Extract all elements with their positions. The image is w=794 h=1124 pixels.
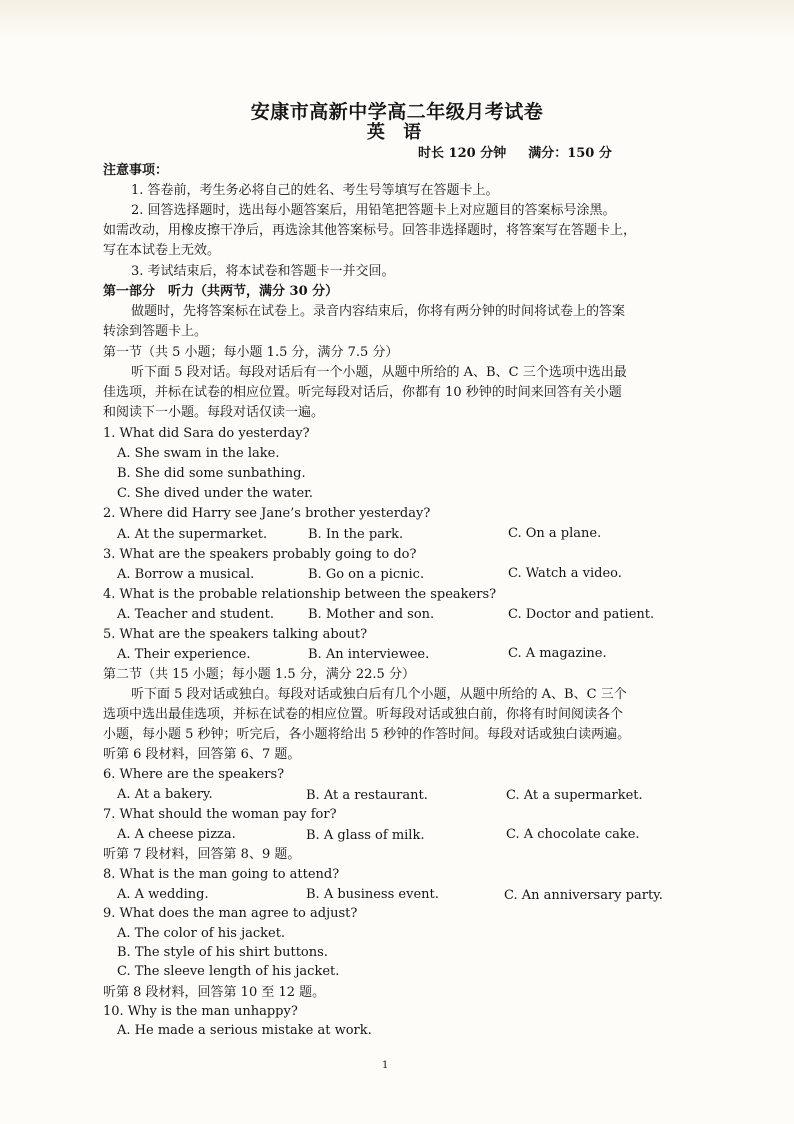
- question-9-stem: 9. What does the man agree to adjust?: [103, 906, 358, 921]
- section2-intro-line-1: 听下面 5 段对话或独白。每段对话或独白后有几个小题，从题中所给的 A、B、C 三个: [131, 687, 627, 702]
- question-1-option-c: C. She dived under the water.: [117, 486, 314, 501]
- question-9-option-c: C. The sleeve length of his jacket.: [117, 964, 340, 979]
- notice-item-2-line-1: 2. 回答选择题时，选出每小题答案后，用铅笔把答题卡上对应题目的答案标号涂黑。: [131, 203, 616, 218]
- notice-item-2-line-2: 如需改动，用橡皮擦干净后，再选涂其他答案标号。回答非选择题时，将答案写在答题卡上，: [103, 223, 637, 238]
- question-4-option-a: A. Teacher and student.: [117, 607, 275, 622]
- question-7-option-c: C. A chocolate cake.: [506, 827, 640, 842]
- question-6-stem: 6. Where are the speakers?: [103, 767, 285, 782]
- exam-duration: 时长 120 分钟: [418, 146, 507, 161]
- question-3-option-c: C. Watch a video.: [508, 566, 622, 581]
- question-4-option-c: C. Doctor and patient.: [508, 607, 655, 622]
- question-7-option-a: A. A cheese pizza.: [117, 827, 236, 842]
- exam-title: 安康市高新中学高二年级月考试卷: [250, 101, 544, 123]
- section2-intro-line-2: 选项中选出最佳选项，并标在试卷的相应位置。听每段对话或独白前，你将有时间阅读各个: [103, 707, 624, 722]
- material-7-instruction: 听第 7 段材料，回答第 8、9 题。: [103, 847, 301, 862]
- question-7-stem: 7. What should the woman pay for?: [103, 807, 337, 822]
- question-7-option-b: B. A glass of milk.: [306, 828, 425, 843]
- exam-meta: [418, 142, 612, 161]
- question-2-option-c: C. On a plane.: [508, 526, 602, 541]
- section1-intro-line-2: 佳选项，并标在试卷的相应位置。听完每段对话后，你都有 10 秒钟的时间来回答有关小题: [103, 385, 622, 400]
- question-4-option-b: B. Mother and son.: [308, 607, 435, 622]
- page-number: 1: [382, 1060, 389, 1071]
- question-2-option-a: A. At the supermarket.: [117, 527, 268, 542]
- question-8-option-c: C. An anniversary party.: [504, 888, 663, 903]
- question-9-option-a: A. The color of his jacket.: [117, 926, 286, 941]
- question-5-stem: 5. What are the speakers talking about?: [103, 627, 368, 642]
- question-10-option-a: A. He made a serious mistake at work.: [117, 1023, 372, 1038]
- question-9-option-b: B. The style of his shirt buttons.: [117, 945, 328, 960]
- question-3-stem: 3. What are the speakers probably going to do?: [103, 547, 417, 562]
- question-6-option-b: B. At a restaurant.: [306, 788, 428, 803]
- question-3-option-b: B. Go on a picnic.: [308, 567, 425, 582]
- notice-item-3: 3. 考试结束后，将本试卷和答题卡一并交回。: [131, 264, 395, 279]
- question-5-option-a: A. Their experience.: [117, 647, 251, 662]
- question-2-stem: 2. Where did Harry see Jane’s brother yesterday?: [103, 506, 431, 521]
- question-8-option-a: A. A wedding.: [117, 887, 209, 902]
- exam-total-score: 满分：150 分: [528, 146, 612, 161]
- question-1-option-a: A. She swam in the lake.: [117, 446, 280, 461]
- section1-intro-line-1: 听下面 5 段对话。每段对话后有一个小题，从题中所给的 A、B、C 三个选项中选出最: [131, 365, 627, 380]
- question-8-option-b: B. A business event.: [306, 887, 439, 902]
- material-6-instruction: 听第 6 段材料，回答第 6、7 题。: [103, 747, 301, 762]
- part1-heading: 第一部分 听力（共两节，满分 30 分）: [103, 284, 339, 299]
- section2-heading: 第二节（共 15 小题；每小题 1.5 分，满分 22.5 分）: [103, 667, 415, 682]
- section2-intro-line-3: 小题，每小题 5 秒钟；听完后，各小题将给出 5 秒钟的作答时间。每段对话或独白读两遍。: [103, 727, 631, 742]
- question-6-option-a: A. At a bakery.: [117, 787, 213, 802]
- question-2-option-b: B. In the park.: [308, 527, 404, 542]
- question-1-stem: 1. What did Sara do yesterday?: [103, 426, 310, 441]
- question-5-option-b: B. An interviewee.: [308, 647, 430, 662]
- section1-intro-line-3: 和阅读下一小题。每段对话仅读一遍。: [103, 405, 325, 420]
- scan-shadow: [0, 0, 794, 40]
- question-4-stem: 4. What is the probable relationship between the speakers?: [103, 587, 497, 602]
- question-6-option-c: C. At a supermarket.: [506, 788, 643, 803]
- notice-item-1: 1. 答卷前，考生务必将自己的姓名、考生号等填写在答题卡上。: [131, 183, 499, 198]
- question-5-option-c: C. A magazine.: [508, 646, 607, 661]
- notice-item-2-line-3: 写在本试卷上无效。: [103, 243, 221, 258]
- exam-subject: 英 语: [366, 122, 428, 143]
- part1-intro-line-1: 做题时，先将答案标在试卷上。录音内容结束后，你将有两分钟的时间将试卷上的答案: [131, 304, 626, 319]
- notice-heading: 注意事项：: [103, 163, 169, 178]
- question-1-option-b: B. She did some sunbathing.: [117, 466, 306, 481]
- material-8-instruction: 听第 8 段材料，回答第 10 至 12 题。: [103, 985, 326, 1000]
- part1-intro-line-2: 转涂到答题卡上。: [103, 324, 208, 339]
- question-10-stem: 10. Why is the man unhappy?: [103, 1004, 298, 1019]
- section1-heading: 第一节（共 5 小题；每小题 1.5 分，满分 7.5 分）: [103, 345, 399, 360]
- question-8-stem: 8. What is the man going to attend?: [103, 867, 340, 882]
- question-3-option-a: A. Borrow a musical.: [117, 567, 255, 582]
